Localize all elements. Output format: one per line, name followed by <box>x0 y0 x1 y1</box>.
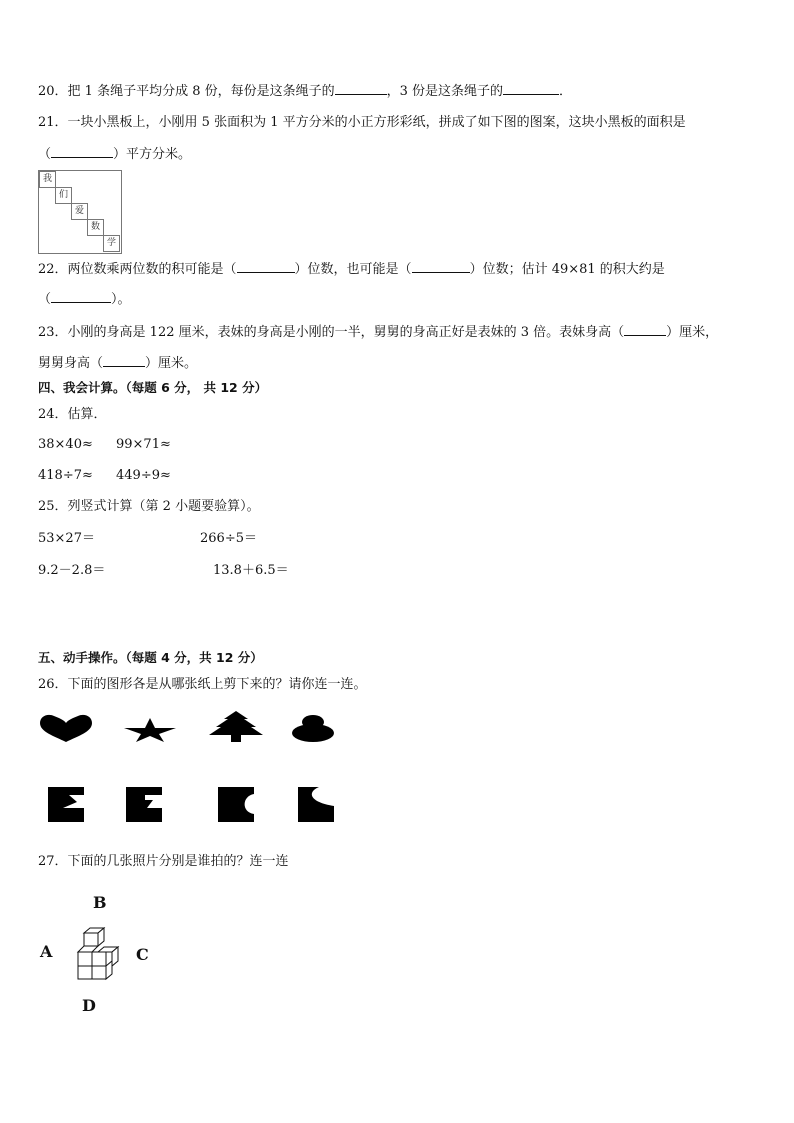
estimate-item: 99×71≈ <box>116 437 171 452</box>
star-shape-icon <box>123 717 177 743</box>
q22-line-2 <box>38 290 131 309</box>
answer-blank[interactable] <box>503 82 559 95</box>
answer-blank[interactable] <box>412 260 470 273</box>
q27-title: 27．下面的几张照片分别是谁拍的？连一连 <box>38 854 289 869</box>
viewer-label-a: A <box>40 942 53 961</box>
calc-item: 266÷5＝ <box>200 531 257 546</box>
pattern-cell: 学 <box>103 235 120 252</box>
viewer-label-d: D <box>82 996 96 1015</box>
cut-paper-shape-icon <box>47 786 85 823</box>
cut-paper-shape-icon <box>125 786 163 823</box>
paren-open: （ <box>38 292 52 307</box>
q21-line-1: 21．一块小黑板上，小刚用 5 张面积为 1 平方分米的小正方形彩纸，拼成了如下图的图案，这块小黑板的面积是 <box>38 115 686 130</box>
paren-close: ）。 <box>111 292 131 307</box>
q22-text-a: 22．两位数乘两位数的积可能是（ <box>38 262 237 277</box>
q21-line-2-end: ）平方分米。 <box>113 147 192 162</box>
q24-title: 24．估算． <box>38 407 107 422</box>
q26-title: 26．下面的图形各是从哪张纸上剪下来的？请你连一连。 <box>38 677 367 692</box>
tree-shape-icon <box>208 710 264 743</box>
answer-blank[interactable] <box>51 145 113 158</box>
calc-item: 13.8＋6.5＝ <box>213 563 289 578</box>
q23-text-b: ）厘米， <box>666 325 719 340</box>
paren-open: （ <box>38 147 52 162</box>
viewer-label-c: C <box>136 945 149 964</box>
pattern-cell: 爱 <box>71 203 88 220</box>
snowman-shape-icon <box>290 714 336 744</box>
q23-text-d: ）厘米。 <box>145 356 198 371</box>
q21-line-2 <box>38 145 191 164</box>
pattern-cell: 数 <box>87 219 104 236</box>
estimate-item: 449÷9≈ <box>116 468 171 483</box>
section-5-title: 五、动手操作。（每题 4 分，共 12 分） <box>38 650 263 665</box>
q23-line-2 <box>38 354 197 373</box>
q22-line-1 <box>38 260 665 279</box>
answer-blank[interactable] <box>335 82 387 95</box>
calc-item: 9.2－2.8＝ <box>38 563 106 578</box>
question-20 <box>38 82 572 101</box>
answer-blank[interactable] <box>103 354 145 367</box>
estimate-item: 38×40≈ <box>38 437 93 452</box>
viewer-label-b: B <box>93 893 107 912</box>
q22-text-b: ）位数，也可能是（ <box>294 262 412 277</box>
q23-text-c: 舅舅身高（ <box>38 356 104 371</box>
pattern-cell: 我 <box>39 171 56 188</box>
q23-text-a: 23．小刚的身高是 122 厘米，表妹的身高是小刚的一半，舅舅的身高正好是表妹的 3 倍。表妹身高（ <box>38 325 625 340</box>
heart-shape-icon <box>38 712 94 744</box>
answer-blank[interactable] <box>624 323 666 336</box>
cube-stack-figure <box>70 927 120 981</box>
estimate-item: 418÷7≈ <box>38 468 93 483</box>
answer-blank[interactable] <box>51 290 111 303</box>
q20-text-3: ． <box>559 84 573 99</box>
q20-text-1: 20．把 1 条绳子平均分成 8 份，每份是这条绳子的 <box>38 84 335 99</box>
cut-paper-shape-icon <box>217 786 255 823</box>
q25-title: 25．列竖式计算（第 2 小题要验算）。 <box>38 499 260 514</box>
q22-text-c: ）位数；估计 49×81 的积大约是 <box>469 262 665 277</box>
pattern-cell: 们 <box>55 187 72 204</box>
q23-line-1 <box>38 323 718 342</box>
section-4-title: 四、我会计算。（每题 6 分， 共 12 分） <box>38 380 268 395</box>
square-pattern-figure <box>38 170 122 254</box>
calc-item: 53×27＝ <box>38 531 95 546</box>
q20-text-2: ，3 份是这条绳子的 <box>386 84 504 99</box>
cut-paper-shape-icon <box>297 786 335 823</box>
answer-blank[interactable] <box>237 260 295 273</box>
